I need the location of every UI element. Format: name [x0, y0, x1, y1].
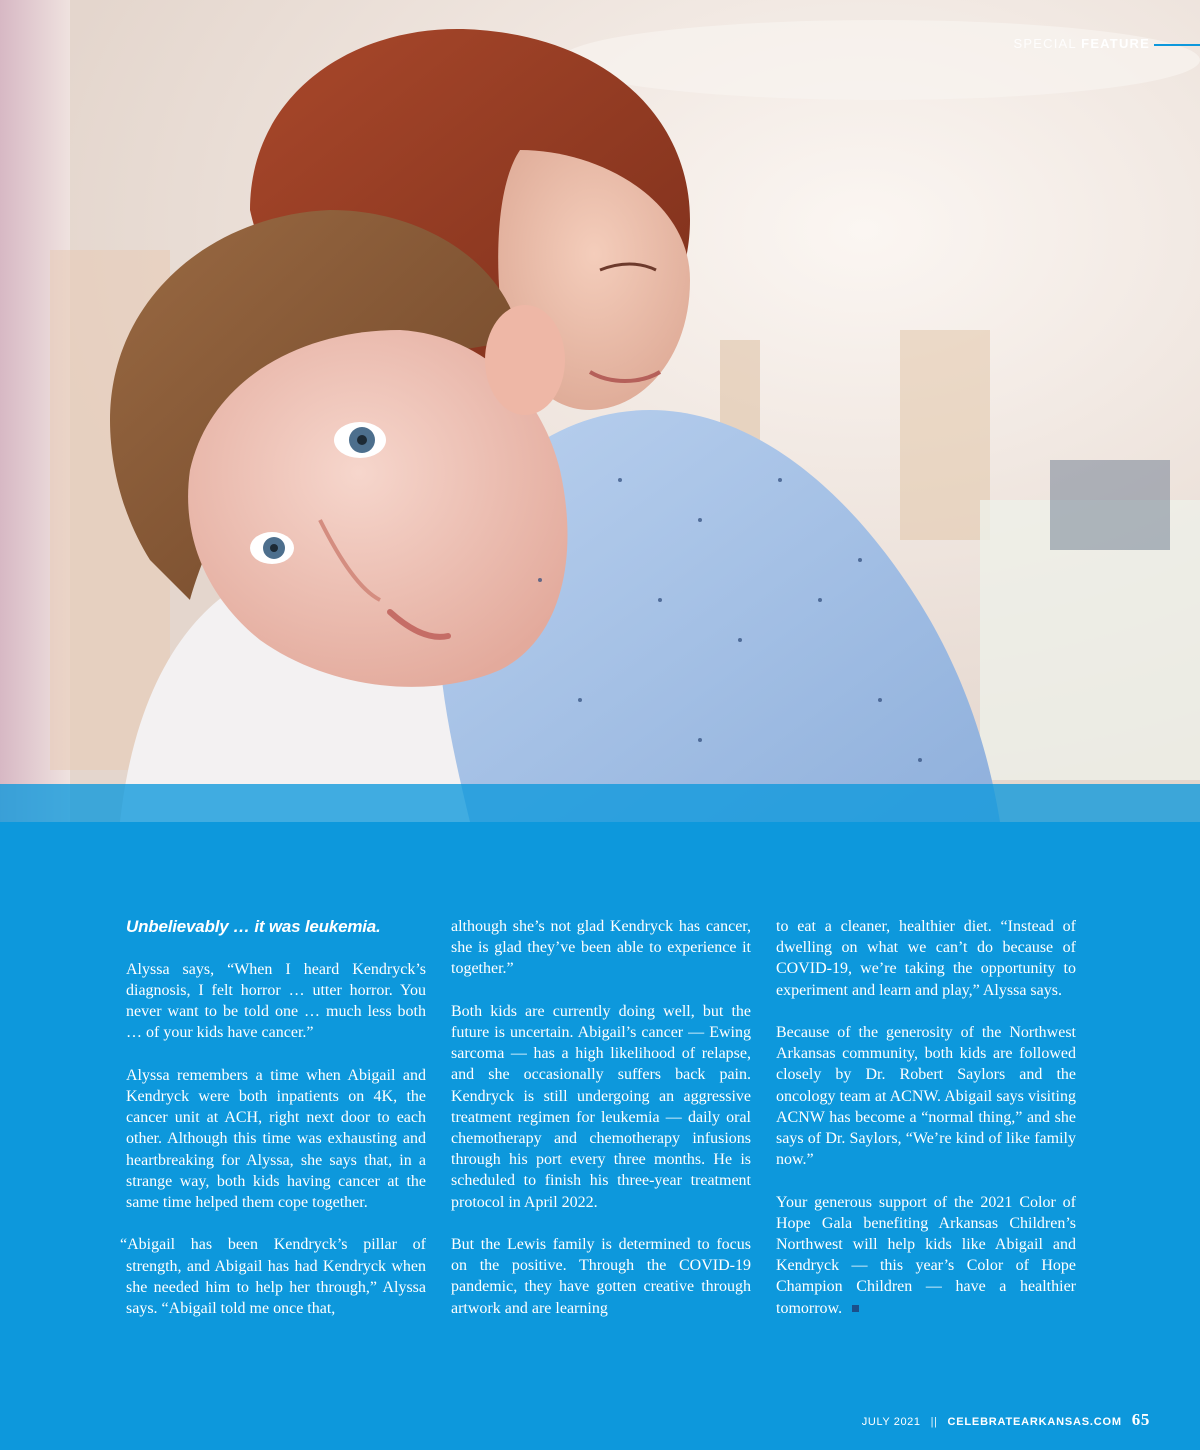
paragraph: Because of the generosity of the Northwest Arkansas community, both kids are followed closely by Dr. Robert Saylors and the oncology team at ACNW. Abigail says visiting ACNW has become a “normal thing,” and she says of Dr. Saylors, “We’re kind of like family now.”: [776, 1024, 1076, 1169]
photo-blue-band: [0, 784, 1200, 822]
website-link[interactable]: CELEBRATEARKANSAS.COM: [947, 1416, 1122, 1428]
paragraph-final-text: Your generous support of the 2021 Color of Hope Gala benefiting Arkansas Children’s Northwest will help kids like Abigail and Kendryck — this year’s Color of Hope Champion Children — have a healthier tomorrow.: [776, 1193, 1076, 1317]
paragraph: Both kids are currently doing well, but the future is uncertain. Abigail’s cancer — Ewing sarcoma — has a high likelihood of relapse, and she occasionally suffers back pain. Kendryck is still undergoing an aggressive treatment regimen for leukemia — daily oral chemotherapy and chemotherapy infusions through his port every three months. He is scheduled to finish his three-year treatment protocol in April 2022.: [451, 1002, 751, 1211]
section-label-light: SPECIAL: [1013, 36, 1077, 51]
paragraph: Alyssa remembers a time when Abigail and Kendryck were both inpatients on 4K, the cancer unit at ACH, right next door to each other. Although this time was exhausting and heartbreaking for Alyssa, she says that, in a strange way, both kids having cancer at the same time helped them cope together.: [126, 1066, 426, 1211]
footer-separator: ||: [930, 1416, 938, 1428]
article-column-3: [776, 916, 1076, 1340]
section-label: [1014, 36, 1150, 51]
article-column-1: [120, 916, 426, 1340]
page-footer: [862, 1410, 1150, 1430]
paragraph: to eat a cleaner, healthier diet. “Instead of dwelling on what we can’t do because of COVID-19, we’re taking the opportunity to experiment and learn and play,” Alyssa says.: [776, 918, 1076, 999]
paragraph: “Abigail has been Kendryck’s pillar of strength, and Abigail has had Kendryck when she needed him to help her through,” Alyssa says. “Abigail told me once that,: [120, 1236, 426, 1317]
end-of-story-mark: [852, 1305, 859, 1312]
article-subhead: Unbelievably … it was leukemia.: [126, 917, 381, 936]
paragraph: although she’s not glad Kendryck has cancer, she is glad they’ve been able to experience it together.”: [451, 918, 751, 978]
article-column-2: [451, 916, 751, 1340]
section-label-bold: FEATURE: [1081, 36, 1150, 51]
section-rule: [1154, 44, 1200, 46]
issue-date: JULY 2021: [861, 1416, 921, 1428]
page-number: 65: [1131, 1410, 1150, 1429]
paragraph-final: [776, 1192, 1076, 1319]
paragraph: Alyssa says, “When I heard Kendryck’s diagnosis, I felt horror … utter horror. You never want to be told one … much less both … of your kids have cancer.”: [126, 960, 426, 1042]
paragraph: But the Lewis family is determined to focus on the positive. Through the COVID-19 pandemic, they have gotten creative through artwork and are learning: [451, 1236, 751, 1317]
